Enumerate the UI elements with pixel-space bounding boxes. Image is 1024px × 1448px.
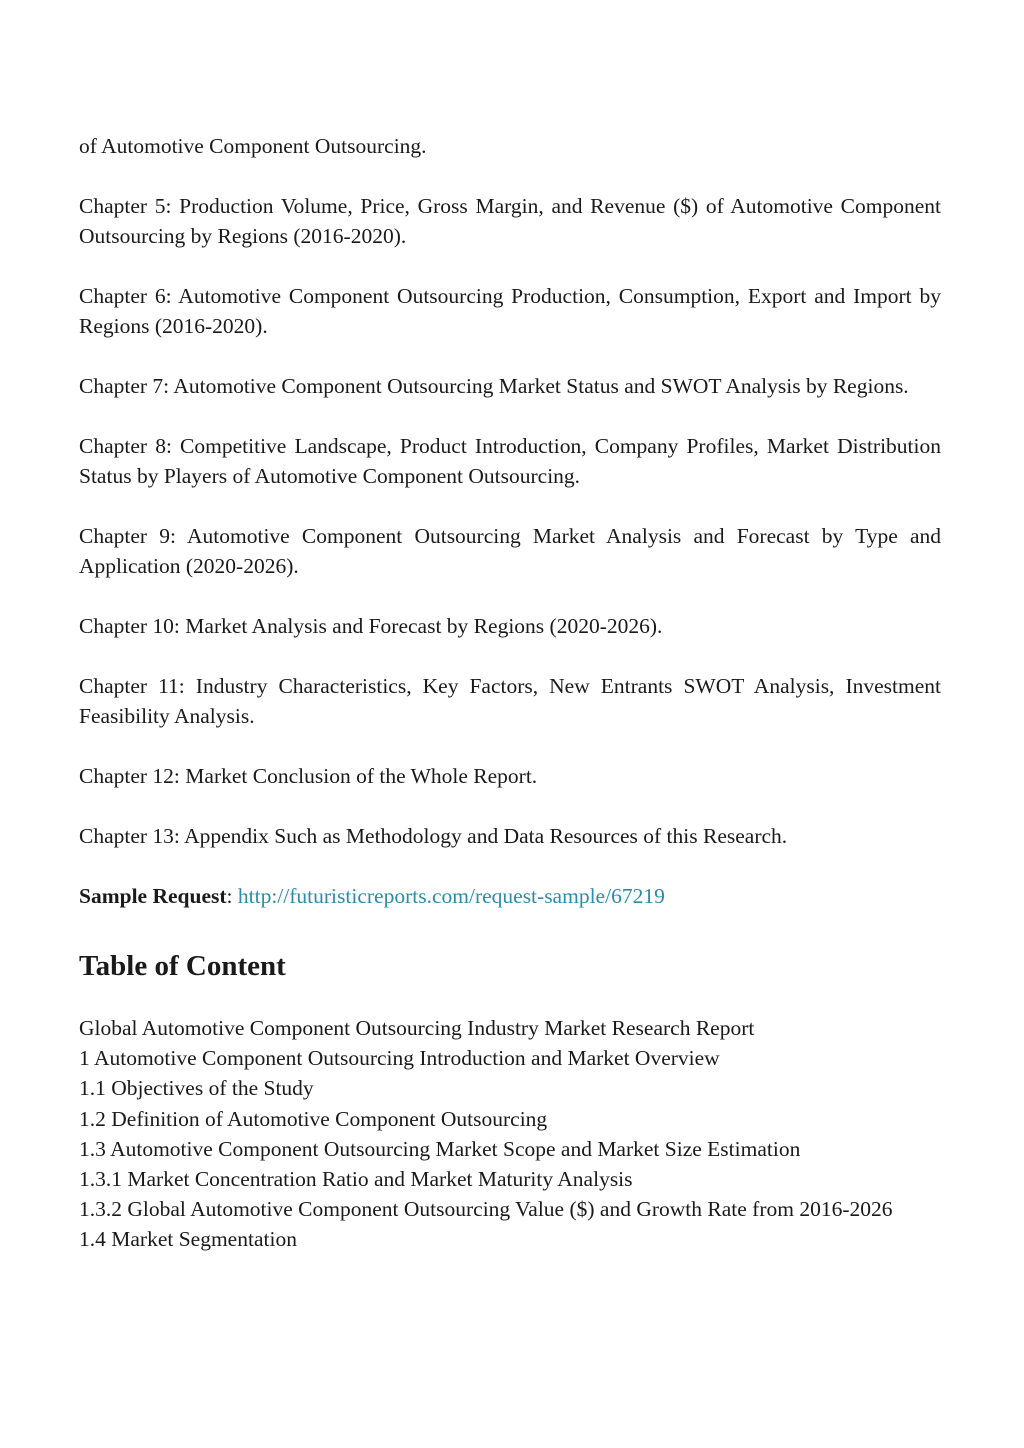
toc-item: 1 Automotive Component Outsourcing Introduction and Market Overview [79,1046,720,1071]
paragraph-continuation: of Automotive Component Outsourcing. [79,134,427,158]
paragraph-chapter-12: Chapter 12: Market Conclusion of the Whole Report. [79,764,538,788]
toc-item: 1.3 Automotive Component Outsourcing Market Scope and Market Size Estimation [79,1136,801,1161]
document-page [79,131,941,1255]
toc-item: Global Automotive Component Outsourcing Industry Market Research Report [79,1016,755,1040]
paragraph-chapter-5: Chapter 5: Production Volume, Price, Gross Margin, and Revenue ($) of Automotive Component Outsourcing by Regions (2016-2020). [79,194,941,248]
paragraph-chapter-9: Chapter 9: Automotive Component Outsourcing Market Analysis and Forecast by Type and Application (2020-2026). [79,524,941,578]
toc-item: 1.3.2 Global Automotive Component Outsourcing Value ($) and Growth Rate from 2016-2026 [79,1197,893,1222]
sample-request-label: Sample Request [79,884,227,908]
paragraph-chapter-8: Chapter 8: Competitive Landscape, Product Introduction, Company Profiles, Market Distribution Status by Players of Automotive Component Outsourcing. [79,434,941,488]
toc-item: 1.2 Definition of Automotive Component Outsourcing [79,1106,548,1131]
sample-request-link[interactable]: http://futuristicreports.com/request-sample/67219 [237,884,665,908]
sample-request-separator: : [226,884,238,908]
toc-item: 1.1 Objectives of the Study [79,1076,314,1101]
paragraph-chapter-7: Chapter 7: Automotive Component Outsourcing Market Status and SWOT Analysis by Regions. [79,374,909,398]
paragraph-chapter-11: Chapter 11: Industry Characteristics, Key Factors, New Entrants SWOT Analysis, Investment Feasibility Analysis. [79,674,941,728]
toc-item: 1.3.1 Market Concentration Ratio and Market Maturity Analysis [79,1167,633,1192]
toc-list [79,1013,941,1255]
paragraph-chapter-6: Chapter 6: Automotive Component Outsourcing Production, Consumption, Export and Import by Regions (2016-2020). [79,284,941,338]
toc-item: 1.4 Market Segmentation [79,1227,297,1252]
paragraph-chapter-10: Chapter 10: Market Analysis and Forecast by Regions (2020-2026). [79,614,663,638]
toc-heading: Table of Content [79,950,286,982]
sample-request-line [79,881,941,911]
paragraph-chapter-13: Chapter 13: Appendix Such as Methodology and Data Resources of this Research. [79,824,788,848]
